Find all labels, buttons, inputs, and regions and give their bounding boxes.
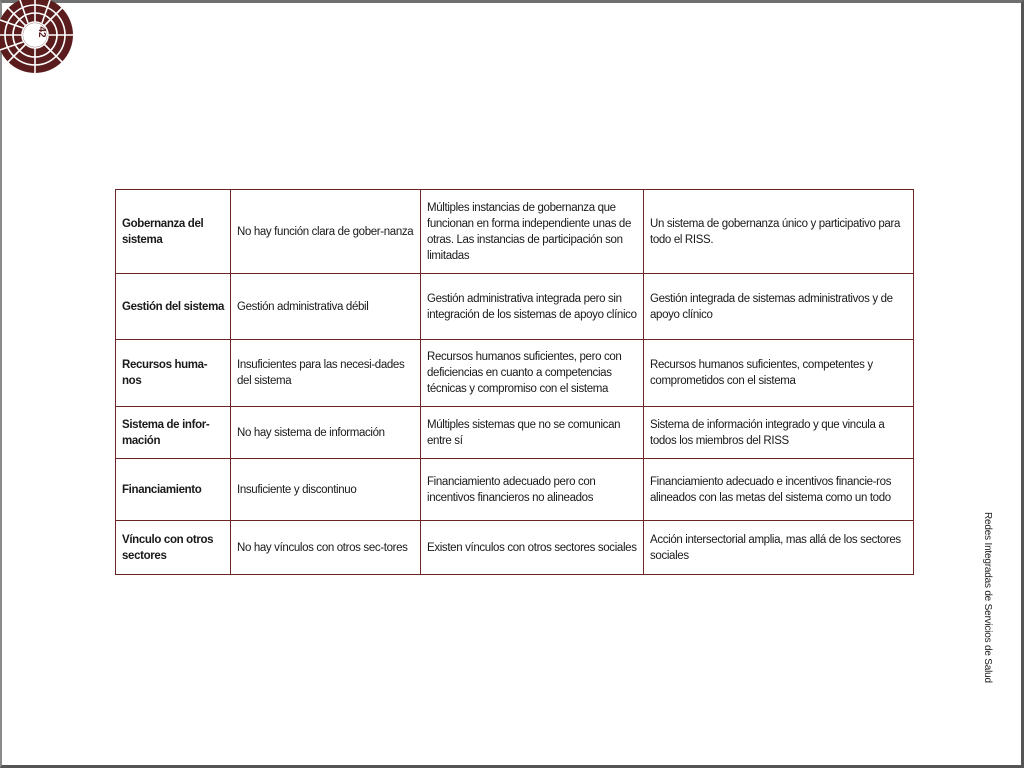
page-number: 42 — [36, 26, 47, 38]
row-attribute: Financiamiento — [116, 459, 231, 521]
level-3-cell: Recursos humanos suficientes, competentes y comprometidos con el sistema — [644, 340, 914, 407]
level-1-cell: Gestión administrativa débil — [231, 274, 421, 340]
table-row — [116, 459, 914, 521]
table-row — [116, 407, 914, 459]
level-3-cell: Financiamiento adecuado e incentivos financie-ros alineados con las metas del sistema como un todo — [644, 459, 914, 521]
level-3-cell: Acción intersectorial amplia, mas allá de los sectores sociales — [644, 521, 914, 575]
level-3-cell: Sistema de información integrado y que vincula a todos los miembros del RISS — [644, 407, 914, 459]
level-2-cell: Gestión administrativa integrada pero sin integración de los sistemas de apoyo clínico — [421, 274, 644, 340]
table-row — [116, 340, 914, 407]
table-row — [116, 521, 914, 575]
page-number-badge — [0, 0, 76, 76]
level-1-cell: No hay vínculos con otros sec-tores — [231, 521, 421, 575]
level-3-cell: Gestión integrada de sistemas administrativos y de apoyo clínico — [644, 274, 914, 340]
level-2-cell: Múltiples sistemas que no se comunican entre sí — [421, 407, 644, 459]
level-1-cell: No hay función clara de gober-nanza — [231, 190, 421, 274]
level-2-cell: Recursos humanos suficientes, pero con deficiencias en cuanto a competencias técnicas y compromiso con el sistema — [421, 340, 644, 407]
row-attribute: Vínculo con otros sectores — [116, 521, 231, 575]
level-1-cell: Insuficientes para las necesi-dades del sistema — [231, 340, 421, 407]
row-attribute: Gobernanza del sistema — [116, 190, 231, 274]
level-1-cell: Insuficiente y discontinuo — [231, 459, 421, 521]
level-2-cell: Múltiples instancias de gobernanza que funcionan en forma independiente unas de otras. Las instancias de participación son limitadas — [421, 190, 644, 274]
level-1-cell: No hay sistema de información — [231, 407, 421, 459]
running-title: Redes Integradas de Servicios de Salud — [982, 512, 993, 683]
level-2-cell: Existen vínculos con otros sectores sociales — [421, 521, 644, 575]
row-attribute: Recursos huma-nos — [116, 340, 231, 407]
table-row — [116, 190, 914, 274]
level-3-cell: Un sistema de gobernanza único y participativo para todo el RISS. — [644, 190, 914, 274]
row-attribute: Sistema de infor-mación — [116, 407, 231, 459]
integration-levels-table — [115, 189, 914, 575]
table-row — [116, 274, 914, 340]
level-2-cell: Financiamiento adecuado pero con incentivos financieros no alineados — [421, 459, 644, 521]
row-attribute: Gestión del sistema — [116, 274, 231, 340]
